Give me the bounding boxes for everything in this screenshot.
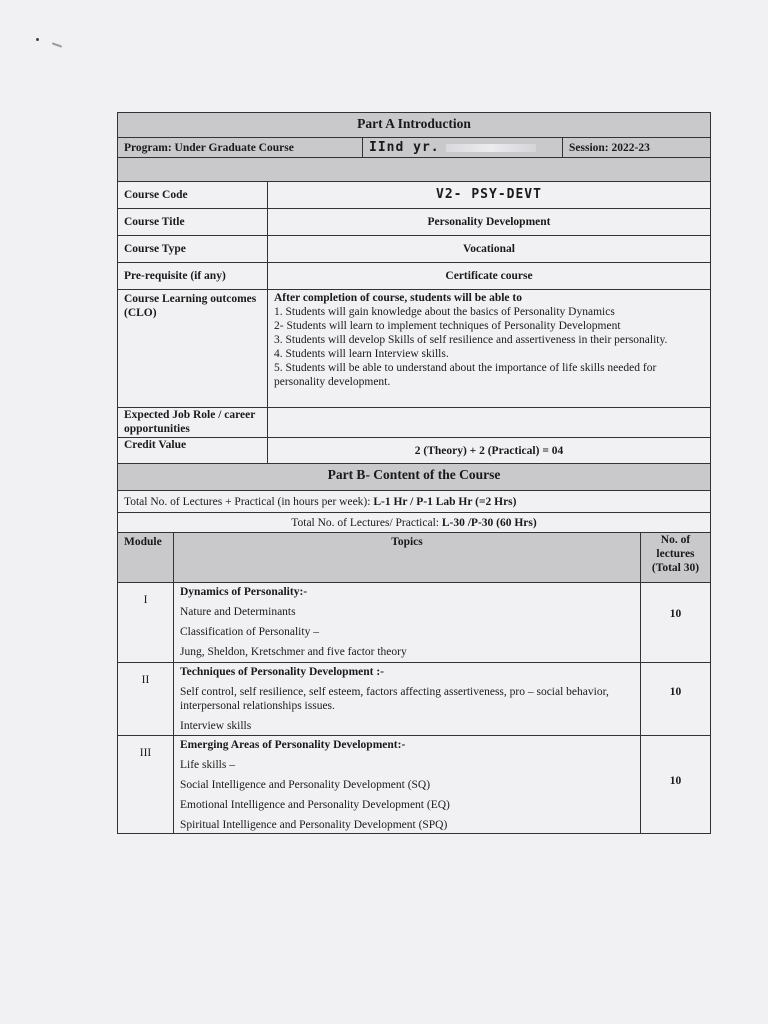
module-id: III (118, 736, 174, 834)
topic-line: Interview skills (180, 720, 252, 732)
module-lectures: 10 (640, 736, 710, 834)
year-cell (363, 138, 563, 158)
part-b-table (117, 463, 711, 834)
clo-intro: After completion of course, students will be able to (274, 292, 522, 304)
lectures-total-value: L-30 /P-30 (60 Hrs) (441, 516, 537, 529)
topic-line: Self control, self resilience, self esteem, factors affecting assertiveness, pro – social behavior, interpersonal relationships issues. (180, 686, 609, 712)
col-module-header: Module (118, 533, 174, 583)
course-title-label: Course Title (118, 209, 268, 236)
col-lectures-header: No. of lectures (Total 30) (640, 533, 710, 583)
lectures-per-week-label: Total No. of Lectures + Practical (in hours per week): (124, 495, 374, 508)
topic-line: Spiritual Intelligence and Personality Development (SPQ) (180, 819, 448, 831)
module-topics (174, 583, 641, 663)
module-row (118, 736, 711, 834)
course-document (117, 112, 711, 834)
clo-item: 5. Students will be able to understand about the importance of life skills needed for personality development. (274, 362, 657, 388)
module-title: Dynamics of Personality:- (180, 586, 308, 598)
module-lectures: 10 (640, 663, 710, 736)
session-label: Session: 2022-23 (563, 138, 711, 158)
module-topics (174, 663, 641, 736)
module-title: Emerging Areas of Personality Development:- (180, 739, 406, 751)
year-handwritten: IInd yr. (369, 139, 440, 155)
module-topics (174, 736, 641, 834)
part-a-table (117, 112, 711, 182)
clo-item: 4. Students will learn Interview skills. (274, 348, 449, 360)
scan-speck (36, 38, 39, 41)
lectures-per-week-value: L-1 Hr / P-1 Lab Hr (=2 Hrs) (373, 495, 517, 508)
module-row (118, 583, 711, 663)
course-type-value: Vocational (268, 236, 711, 263)
clo-item: 2- Students will learn to implement techniques of Personality Development (274, 320, 621, 332)
program-label: Program: Under Graduate Course (118, 138, 363, 158)
module-id: II (118, 663, 174, 736)
lectures-total-label: Total No. of Lectures/ Practical: (291, 516, 442, 529)
clo-cell (268, 290, 711, 408)
course-title-value: Personality Development (268, 209, 711, 236)
credit-value: 2 (Theory) + 2 (Practical) = 04 (268, 438, 711, 464)
lectures-per-week (118, 491, 711, 513)
part-b-heading: Part B- Content of the Course (118, 464, 711, 491)
course-code-label: Course Code (118, 182, 268, 209)
course-info-table (117, 181, 711, 464)
credit-label: Credit Value (118, 438, 268, 464)
redacted-mark (446, 144, 536, 152)
job-role-label: Expected Job Role / career opportunities (118, 408, 268, 438)
prereq-value: Certificate course (268, 263, 711, 290)
topic-line: Classification of Personality – (180, 626, 319, 638)
topic-line: Emotional Intelligence and Personality Development (EQ) (180, 799, 450, 811)
course-type-label: Course Type (118, 236, 268, 263)
clo-item: 3. Students will develop Skills of self resilience and assertiveness in their personality. (274, 334, 668, 346)
job-role-value (268, 408, 711, 438)
module-id: I (118, 583, 174, 663)
lectures-total (118, 513, 711, 533)
course-code-value: V2- PSY-DEVT (268, 182, 711, 209)
topic-line: Social Intelligence and Personality Development (SQ) (180, 779, 431, 791)
part-a-heading: Part A Introduction (118, 113, 711, 138)
col-topics-header: Topics (174, 533, 641, 583)
module-title: Techniques of Personality Development :- (180, 666, 385, 678)
topic-line: Life skills – (180, 759, 235, 771)
topic-line: Nature and Determinants (180, 606, 296, 618)
spacer-row (118, 158, 711, 182)
clo-label: Course Learning outcomes (CLO) (118, 290, 268, 408)
topic-line: Jung, Sheldon, Kretschmer and five factor theory (180, 646, 407, 658)
module-lectures: 10 (640, 583, 710, 663)
scan-mark (52, 42, 62, 47)
prereq-label: Pre-requisite (if any) (118, 263, 268, 290)
clo-item: 1. Students will gain knowledge about the basics of Personality Dynamics (274, 306, 615, 318)
module-row (118, 663, 711, 736)
